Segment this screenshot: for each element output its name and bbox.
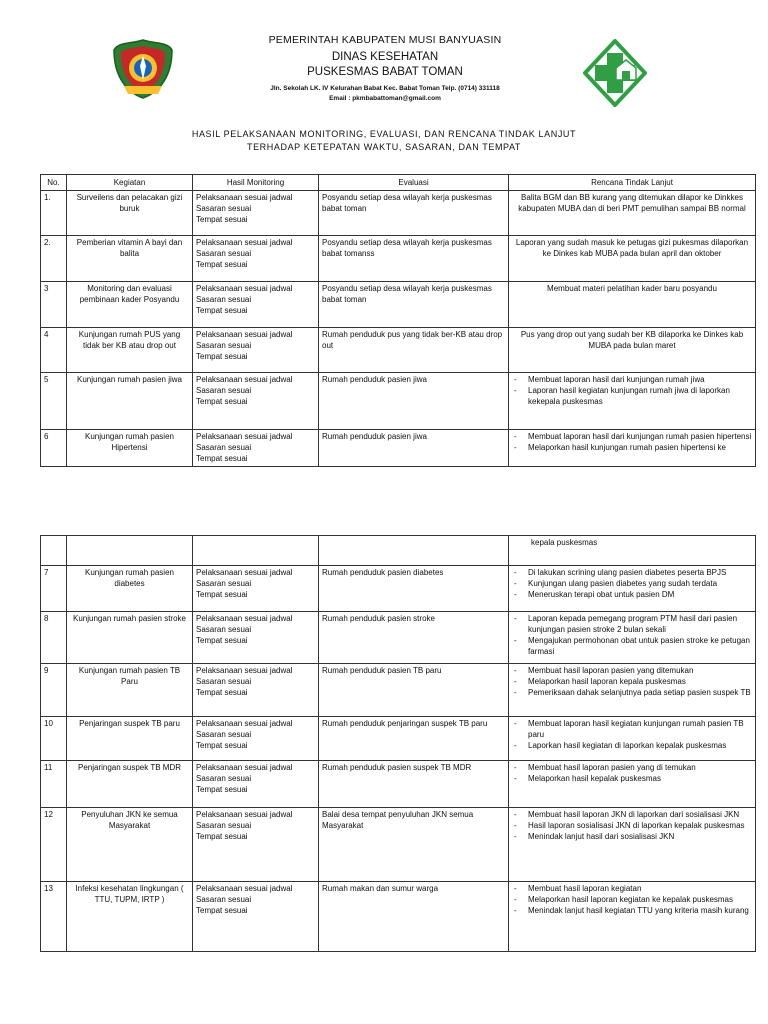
- row-hasil-monitoring: [193, 664, 319, 717]
- hasil-line: Sasaran sesuai: [196, 625, 252, 634]
- rencana-item: - Kunjungan ulang pasien diabetes yang sudah terdata: [512, 578, 752, 589]
- hasil-line: Tempat sesuai: [196, 260, 248, 269]
- row-kegiatan: Penjaringan suspek TB MDR: [67, 761, 193, 808]
- row-no: 4: [41, 328, 67, 373]
- row-no: 2.: [41, 236, 67, 282]
- rencana-item: - Membuat laporan hasil kegiatan kunjungan rumah pasien TB paru: [512, 718, 752, 740]
- row-kegiatan: Penjaringan suspek TB paru: [67, 717, 193, 761]
- table-header-row: [41, 175, 756, 191]
- hasil-line: Tempat sesuai: [196, 741, 248, 750]
- monitoring-table-page-2: [40, 535, 756, 952]
- row-kegiatan: Kunjungan rumah pasien stroke: [67, 612, 193, 664]
- col-header-rencana-tindak-lanjut: Rencana Tindak Lanjut: [509, 175, 756, 191]
- row-kegiatan: Kunjungan rumah pasien diabetes: [67, 566, 193, 612]
- row-evaluasi: Rumah penduduk pasien jiwa: [319, 430, 509, 467]
- row-rencana: [509, 761, 756, 808]
- document-title: [0, 128, 768, 154]
- rencana-item: - Laporan hasil kegiatan kunjungan rumah jiwa di laporkan kekepala puskesmas: [512, 385, 752, 407]
- hasil-line: Sasaran sesuai: [196, 579, 252, 588]
- hasil-line: Pelaksanaan sesuai jadwal: [196, 810, 293, 819]
- row-kegiatan: Infeksi kesehatan lingkungan ( TTU, TUPM, IRTP ): [67, 882, 193, 952]
- hasil-line: Tempat sesuai: [196, 590, 248, 599]
- hasil-line: Sasaran sesuai: [196, 774, 252, 783]
- row-rencana: Membuat materi pelatihan kader baru posyandu: [509, 282, 756, 328]
- hasil-line: Pelaksanaan sesuai jadwal: [196, 568, 293, 577]
- hasil-line: Pelaksanaan sesuai jadwal: [196, 884, 293, 893]
- row-kegiatan: Kunjungan rumah pasien Hipertensi: [67, 430, 193, 467]
- row-kegiatan: Pemberian vitamin A bayi dan balita: [67, 236, 193, 282]
- hasil-line: Pelaksanaan sesuai jadwal: [196, 666, 293, 675]
- hasil-line: Pelaksanaan sesuai jadwal: [196, 238, 293, 247]
- rencana-item: - Melaporkan hasil kunjungan rumah pasien hipertensi ke: [512, 442, 752, 453]
- row-no: 9: [41, 664, 67, 717]
- col-header-hasil-monitoring: Hasil Monitoring: [193, 175, 319, 191]
- row-evaluasi: Posyandu setiap desa wilayah kerja puskesmas babat toman: [319, 191, 509, 236]
- row-hasil-monitoring: [193, 328, 319, 373]
- hasil-line: Sasaran sesuai: [196, 341, 252, 350]
- row-rencana: Laporan yang sudah masuk ke petugas gizi pukesmas dilaporkan ke Dinkes kab MUBA pada bulan april dan oktober: [509, 236, 756, 282]
- row-kegiatan: Kunjungan rumah pasien TB Paru: [67, 664, 193, 717]
- row-no: 12: [41, 808, 67, 882]
- hasil-line: Pelaksanaan sesuai jadwal: [196, 432, 293, 441]
- row-no: 1.: [41, 191, 67, 236]
- rencana-item: - Membuat laporan hasil dari kunjungan rumah jiwa: [512, 374, 752, 385]
- table-row: [41, 664, 756, 717]
- empty-cell: [67, 536, 193, 566]
- empty-cell: [41, 536, 67, 566]
- hasil-line: Tempat sesuai: [196, 636, 248, 645]
- hasil-line: Pelaksanaan sesuai jadwal: [196, 193, 293, 202]
- rencana-item: - Membuat hasil laporan JKN di laporkan dari sosialisasi JKN: [512, 809, 752, 820]
- hasil-line: Sasaran sesuai: [196, 295, 252, 304]
- row-hasil-monitoring: [193, 808, 319, 882]
- row-rencana: Pus yang drop out yang sudah ber KB dilaporka ke Dinkes kab MUBA pada bulan maret: [509, 328, 756, 373]
- row-rencana: [509, 430, 756, 467]
- row-no: 13: [41, 882, 67, 952]
- row-no: 5: [41, 373, 67, 430]
- row-kegiatan: Surveilens dan pelacakan gizi buruk: [67, 191, 193, 236]
- row-hasil-monitoring: [193, 430, 319, 467]
- rencana-item: - Di lakukan scrining ulang pasien diabetes peserta BPJS: [512, 567, 752, 578]
- row-hasil-monitoring: [193, 882, 319, 952]
- kop-email: Email : pkmbabattoman@gmail.com: [329, 95, 441, 102]
- table-row: [41, 761, 756, 808]
- hasil-line: Pelaksanaan sesuai jadwal: [196, 284, 293, 293]
- row-kegiatan: Monitoring dan evaluasi pembinaan kader Posyandu: [67, 282, 193, 328]
- row-hasil-monitoring: [193, 761, 319, 808]
- hasil-line: Tempat sesuai: [196, 785, 248, 794]
- rencana-item: - Melaporkan hasil laporan kepala puskesmas: [512, 676, 752, 687]
- hasil-line: Pelaksanaan sesuai jadwal: [196, 719, 293, 728]
- table-row: [41, 882, 756, 952]
- row-rencana: [509, 612, 756, 664]
- hasil-line: Sasaran sesuai: [196, 677, 252, 686]
- hasil-line: Pelaksanaan sesuai jadwal: [196, 375, 293, 384]
- hasil-line: Sasaran sesuai: [196, 895, 252, 904]
- row-evaluasi: Balai desa tempat penyuluhan JKN semua Masyarakat: [319, 808, 509, 882]
- row-no: 3: [41, 282, 67, 328]
- hasil-line: Tempat sesuai: [196, 454, 248, 463]
- table-row: [41, 328, 756, 373]
- table-row: [41, 191, 756, 236]
- hasil-line: Pelaksanaan sesuai jadwal: [196, 763, 293, 772]
- title-line-1: HASIL PELAKSANAAN MONITORING, EVALUASI, DAN RENCANA TINDAK LANJUT: [191, 129, 577, 139]
- row-evaluasi: Posyandu setiap desa wilayah kerja puskesmas babat toman: [319, 282, 509, 328]
- row-evaluasi: Rumah penduduk pasien diabetes: [319, 566, 509, 612]
- row-evaluasi: Rumah penduduk pasien jiwa: [319, 373, 509, 430]
- col-header-kegiatan: Kegiatan: [67, 175, 193, 191]
- title-line-2: TERHADAP KETEPATAN WAKTU, SASARAN, DAN TEMPAT: [246, 142, 522, 152]
- rencana-item: - Menindak lanjut hasil dari sosialisasi JKN: [512, 831, 752, 842]
- rencana-item: - Laporan kepada pemegang program PTM hasil dari pasien kunjungan pasien stroke 2 bulan sekali: [512, 613, 752, 635]
- kop-address: Jln. Sekolah LK. IV Kelurahan Babat Kec. Babat Toman Telp. (0714) 331118: [270, 85, 500, 92]
- row-evaluasi: Rumah penduduk pasien TB paru: [319, 664, 509, 717]
- table-row: [41, 612, 756, 664]
- row-no: 6: [41, 430, 67, 467]
- empty-cell: [193, 536, 319, 566]
- row-evaluasi: Rumah penduduk pasien suspek TB MDR: [319, 761, 509, 808]
- hasil-line: Sasaran sesuai: [196, 386, 252, 395]
- rencana-item: - Membuat laporan hasil dari kunjungan rumah pasien hipertensi: [512, 431, 752, 442]
- row-rencana: [509, 373, 756, 430]
- rencana-item: - Mengajukan permohonan obat untuk pasien stroke ke petugan farmasi: [512, 635, 752, 657]
- hasil-line: Tempat sesuai: [196, 397, 248, 406]
- row-hasil-monitoring: [193, 717, 319, 761]
- hasil-line: Sasaran sesuai: [196, 249, 252, 258]
- hasil-line: Sasaran sesuai: [196, 204, 252, 213]
- table-row: [41, 808, 756, 882]
- row-evaluasi: Posyandu setiap desa wilayah kerja puskesmas babat tomanss: [319, 236, 509, 282]
- row-no: 11: [41, 761, 67, 808]
- row-hasil-monitoring: [193, 236, 319, 282]
- rencana-item: - Laporkan hasil kegiatan di laporkan kepalak puskesmas: [512, 740, 752, 751]
- row-rencana: [509, 808, 756, 882]
- table-row: [41, 282, 756, 328]
- kop-government: PEMERINTAH KABUPATEN MUSI BANYUASIN: [268, 34, 502, 46]
- rencana-item: - Melaporkan hasil laporan kegiatan ke kepalak puskesmas: [512, 894, 752, 905]
- carryover-text: kepala puskesmas: [509, 536, 756, 566]
- row-no: 8: [41, 612, 67, 664]
- row-evaluasi: Rumah makan dan sumur warga: [319, 882, 509, 952]
- row-rencana: Balita BGM dan BB kurang yang ditemukan dilapor ke Dinkkes kabupaten MUBA dan di beri PMT pemulihan sampai BB normal: [509, 191, 756, 236]
- row-rencana: [509, 882, 756, 952]
- hasil-line: Tempat sesuai: [196, 906, 248, 915]
- row-hasil-monitoring: [193, 282, 319, 328]
- rencana-item: - Meneruskan terapi obat untuk pasien DM: [512, 589, 752, 600]
- kop-office: DINAS KESEHATAN: [331, 51, 439, 63]
- row-hasil-monitoring: [193, 612, 319, 664]
- row-kegiatan: Kunjungan rumah PUS yang tidak ber KB atau drop out: [67, 328, 193, 373]
- row-evaluasi: Rumah penduduk pasien stroke: [319, 612, 509, 664]
- row-rencana: [509, 717, 756, 761]
- empty-cell: [319, 536, 509, 566]
- row-kegiatan: Penyuluhan JKN ke semua Masyarakat: [67, 808, 193, 882]
- letterhead: [0, 0, 768, 115]
- hasil-line: Sasaran sesuai: [196, 821, 252, 830]
- rencana-item: - Membuat hasil laporan kegiatan: [512, 883, 752, 894]
- puskesmas-logo-icon: [580, 38, 650, 108]
- hasil-line: Tempat sesuai: [196, 352, 248, 361]
- row-evaluasi: Rumah penduduk penjaringan suspek TB paru: [319, 717, 509, 761]
- row-hasil-monitoring: [193, 566, 319, 612]
- table-row-carryover: [41, 536, 756, 566]
- hasil-line: Sasaran sesuai: [196, 730, 252, 739]
- row-no: 10: [41, 717, 67, 761]
- hasil-line: Tempat sesuai: [196, 688, 248, 697]
- row-no: 7: [41, 566, 67, 612]
- rencana-item: - Menindak lanjut hasil kegiatan TTU yang kriteria masih kurang: [512, 905, 752, 916]
- rencana-item: - Hasil laporan sosialisasi JKN di laporkan kepalak puskesmas: [512, 820, 752, 831]
- table-row: [41, 373, 756, 430]
- row-rencana: [509, 664, 756, 717]
- hasil-line: Tempat sesuai: [196, 306, 248, 315]
- row-hasil-monitoring: [193, 191, 319, 236]
- table-row: [41, 430, 756, 467]
- table-row: [41, 717, 756, 761]
- row-kegiatan: Kunjungan rumah pasien jiwa: [67, 373, 193, 430]
- row-hasil-monitoring: [193, 373, 319, 430]
- row-evaluasi: Rumah penduduk pus yang tidak ber-KB atau drop out: [319, 328, 509, 373]
- table-row: [41, 236, 756, 282]
- hasil-line: Pelaksanaan sesuai jadwal: [196, 614, 293, 623]
- rencana-item: - Pemeriksaan dahak selanjutnya pada setiap pasien suspek TB: [512, 687, 752, 698]
- rencana-item: - Membuat hasil laporan pasien yang di temukan: [512, 762, 752, 773]
- col-header-evaluasi: Evaluasi: [319, 175, 509, 191]
- regency-crest-icon: [112, 38, 174, 100]
- table-row: [41, 566, 756, 612]
- kop-puskesmas: PUSKESMAS BABAT TOMAN: [307, 66, 463, 78]
- hasil-line: Pelaksanaan sesuai jadwal: [196, 330, 293, 339]
- hasil-line: Sasaran sesuai: [196, 443, 252, 452]
- hasil-line: Tempat sesuai: [196, 832, 248, 841]
- rencana-item: - Membuat hasil laporan pasien yang ditemukan: [512, 665, 752, 676]
- hasil-line: Tempat sesuai: [196, 215, 248, 224]
- row-rencana: [509, 566, 756, 612]
- rencana-item: - Melaporkan hasil kepalak puskesmas: [512, 773, 752, 784]
- monitoring-table-page-1: [40, 174, 756, 467]
- col-header-no: No.: [41, 175, 67, 191]
